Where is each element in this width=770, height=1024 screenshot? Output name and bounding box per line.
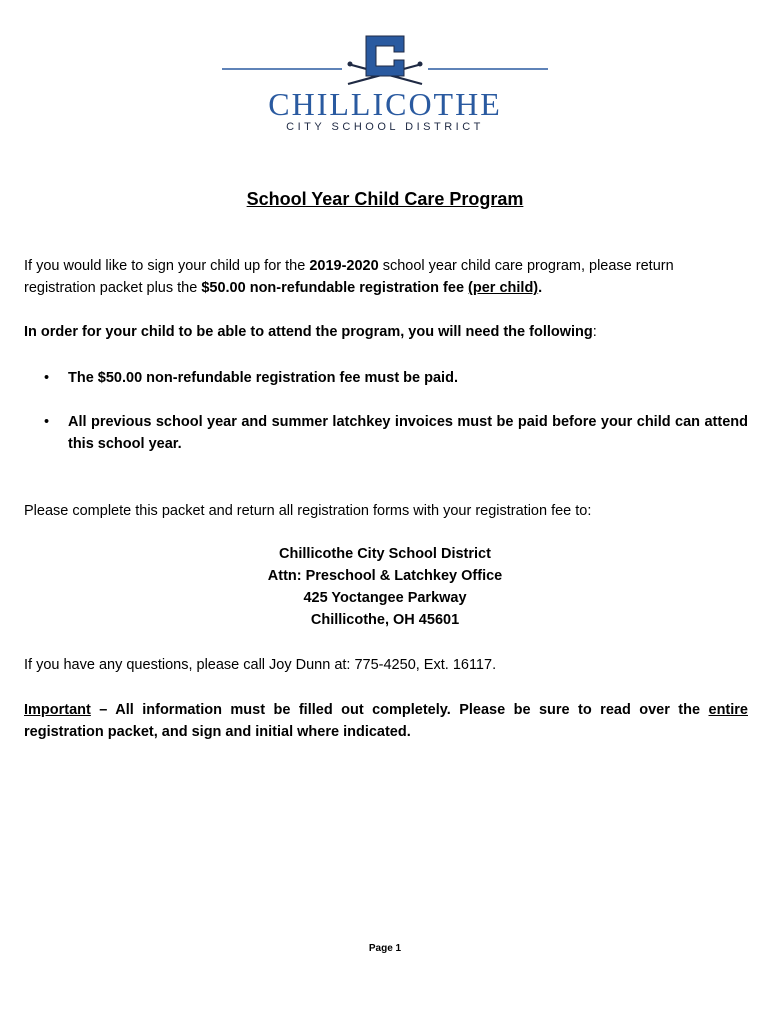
address-line-4: Chillicothe, OH 45601 [310,612,460,628]
list-item [44,367,748,389]
mailing-address [0,543,770,631]
important-notice [24,699,748,743]
important-label: Important [24,702,91,718]
requirements-heading-text: In order for your child to be able to attend the program, you will need the following [24,324,593,340]
requirements-colon: : [592,324,597,340]
intro-fee: $50.00 non-refundable registration fee [201,280,469,296]
requirement-1: The $50.00 non-refundable registration fee must be paid. [68,370,458,386]
bullet-icon: • [44,414,50,430]
intro-text-1: If you would like to sign your child up for the [24,258,310,274]
intro-text-2: school year child care program, please return registration packet plus the [24,258,674,296]
intro-paragraph [24,255,748,299]
address-line-2: Attn: Preschool & Latchkey Office [267,568,503,584]
address-line-1: Chillicothe City School District [279,546,491,562]
important-entire: entire [708,702,748,718]
page-title: School Year Child Care Program [246,189,524,209]
address-line-3: 425 Yoctangee Parkway [303,590,467,606]
contact-info: If you have any questions, please call Joy Dunn at: 775-4250, Ext. 16117. [24,657,497,673]
requirement-2: All previous school year and summer latchkey invoices must be paid before your child can attend this school year. [68,414,748,452]
requirements-heading [24,321,748,343]
list-item [44,411,748,455]
important-text-1: – All information must be filled out completely. Please be sure to read over the [90,702,709,718]
intro-year: 2019-2020 [309,258,379,274]
important-text-2: registration packet, and sign and initial where indicated. [24,724,411,740]
bullet-icon: • [44,370,50,386]
complete-instructions: Please complete this packet and return all registration forms with your registration fee to: [24,503,592,519]
intro-per-child: (per child) [468,280,539,296]
intro-period: . [538,280,543,296]
logo-name: CHILLICOTHE [268,86,502,122]
page-number: Page 1 [368,943,402,954]
logo-subtitle: CITY SCHOOL DISTRICT [286,121,484,133]
